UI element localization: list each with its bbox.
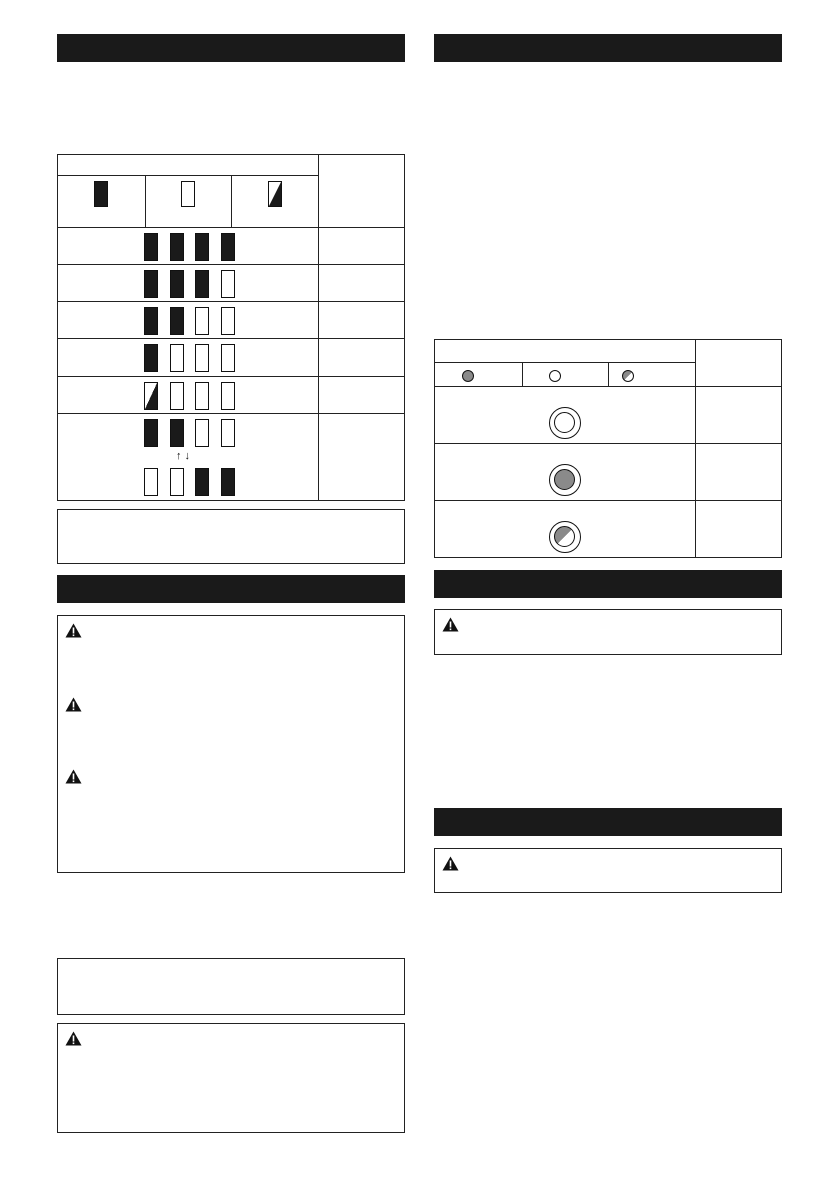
battery-bar-full-icon — [170, 307, 184, 335]
note-box-left-1 — [57, 509, 405, 564]
battery-bar-empty-icon — [195, 344, 209, 372]
battery-bar-empty-icon — [195, 307, 209, 335]
table-divider — [435, 362, 695, 363]
battery-bar-empty-icon — [221, 382, 235, 410]
table-divider — [58, 175, 318, 176]
table-divider — [695, 340, 696, 557]
table-divider — [435, 500, 781, 501]
battery-bar-full-icon — [170, 419, 184, 447]
lamp-core — [554, 469, 575, 490]
battery-bar-empty-icon — [221, 344, 235, 372]
warning-icon — [65, 769, 82, 784]
battery-bar-empty-icon — [195, 419, 209, 447]
indicator-lamp-half-icon — [549, 521, 581, 553]
battery-bar-empty-icon — [170, 382, 184, 410]
section-header-right-1 — [434, 34, 782, 62]
lamp-core — [554, 526, 575, 547]
bar-empty-icon — [181, 181, 195, 207]
table-divider — [58, 227, 404, 228]
table-divider — [58, 301, 404, 302]
section-header-left-2 — [57, 575, 405, 603]
warning-icon — [65, 1031, 82, 1046]
lamp-gray-icon — [462, 370, 474, 382]
battery-bar-full-icon — [195, 270, 209, 298]
battery-bar-full-icon — [144, 307, 158, 335]
table-divider — [58, 264, 404, 265]
battery-bar-full-icon — [195, 233, 209, 261]
warning-icon — [65, 697, 82, 712]
table-divider — [145, 175, 146, 227]
battery-bar-empty-icon — [144, 468, 158, 496]
battery-bar-empty-icon — [221, 307, 235, 335]
section-header-left-1 — [57, 34, 405, 62]
table-divider — [435, 386, 781, 387]
warning-box-left-1 — [57, 615, 405, 873]
table-divider — [318, 155, 319, 500]
table-divider — [58, 338, 404, 339]
battery-capacity-table — [57, 154, 405, 501]
indicator-lamp-white-icon — [549, 407, 581, 439]
warning-icon — [442, 617, 459, 632]
warning-box-right-2 — [434, 848, 782, 893]
lamp-white-icon — [549, 370, 561, 382]
alternating-arrows: ↑ ↓ — [176, 450, 191, 462]
warning-icon — [442, 856, 459, 871]
table-divider — [608, 362, 609, 386]
table-divider — [522, 362, 523, 386]
battery-bar-full-icon — [144, 270, 158, 298]
table-divider — [58, 413, 404, 414]
battery-bar-full-icon — [170, 270, 184, 298]
battery-bar-empty-icon — [195, 382, 209, 410]
table-divider — [58, 376, 404, 377]
battery-bar-half-icon — [144, 382, 158, 410]
section-header-right-2 — [434, 570, 782, 598]
battery-bar-full-icon — [221, 233, 235, 261]
lamp-half-icon — [622, 370, 634, 382]
table-divider — [435, 443, 781, 444]
battery-bar-full-icon — [195, 468, 209, 496]
battery-bar-full-icon — [221, 468, 235, 496]
battery-bar-empty-icon — [170, 468, 184, 496]
table-divider — [231, 175, 232, 227]
warning-box-left-2 — [57, 1023, 405, 1133]
battery-bar-empty-icon — [221, 270, 235, 298]
battery-bar-empty-icon — [221, 419, 235, 447]
battery-bar-full-icon — [144, 344, 158, 372]
section-header-right-3 — [434, 808, 782, 836]
warning-icon — [65, 623, 82, 638]
indicator-lamp-gray-icon — [549, 464, 581, 496]
indicator-lamp-table — [434, 339, 782, 558]
warning-box-right-1 — [434, 609, 782, 655]
battery-bar-full-icon — [170, 233, 184, 261]
bar-full-icon — [94, 181, 108, 207]
battery-bar-empty-icon — [170, 344, 184, 372]
battery-bar-full-icon — [144, 419, 158, 447]
battery-bar-full-icon — [144, 233, 158, 261]
lamp-core — [554, 412, 575, 433]
note-box-left-2 — [57, 958, 405, 1015]
bar-half-icon — [268, 181, 282, 207]
